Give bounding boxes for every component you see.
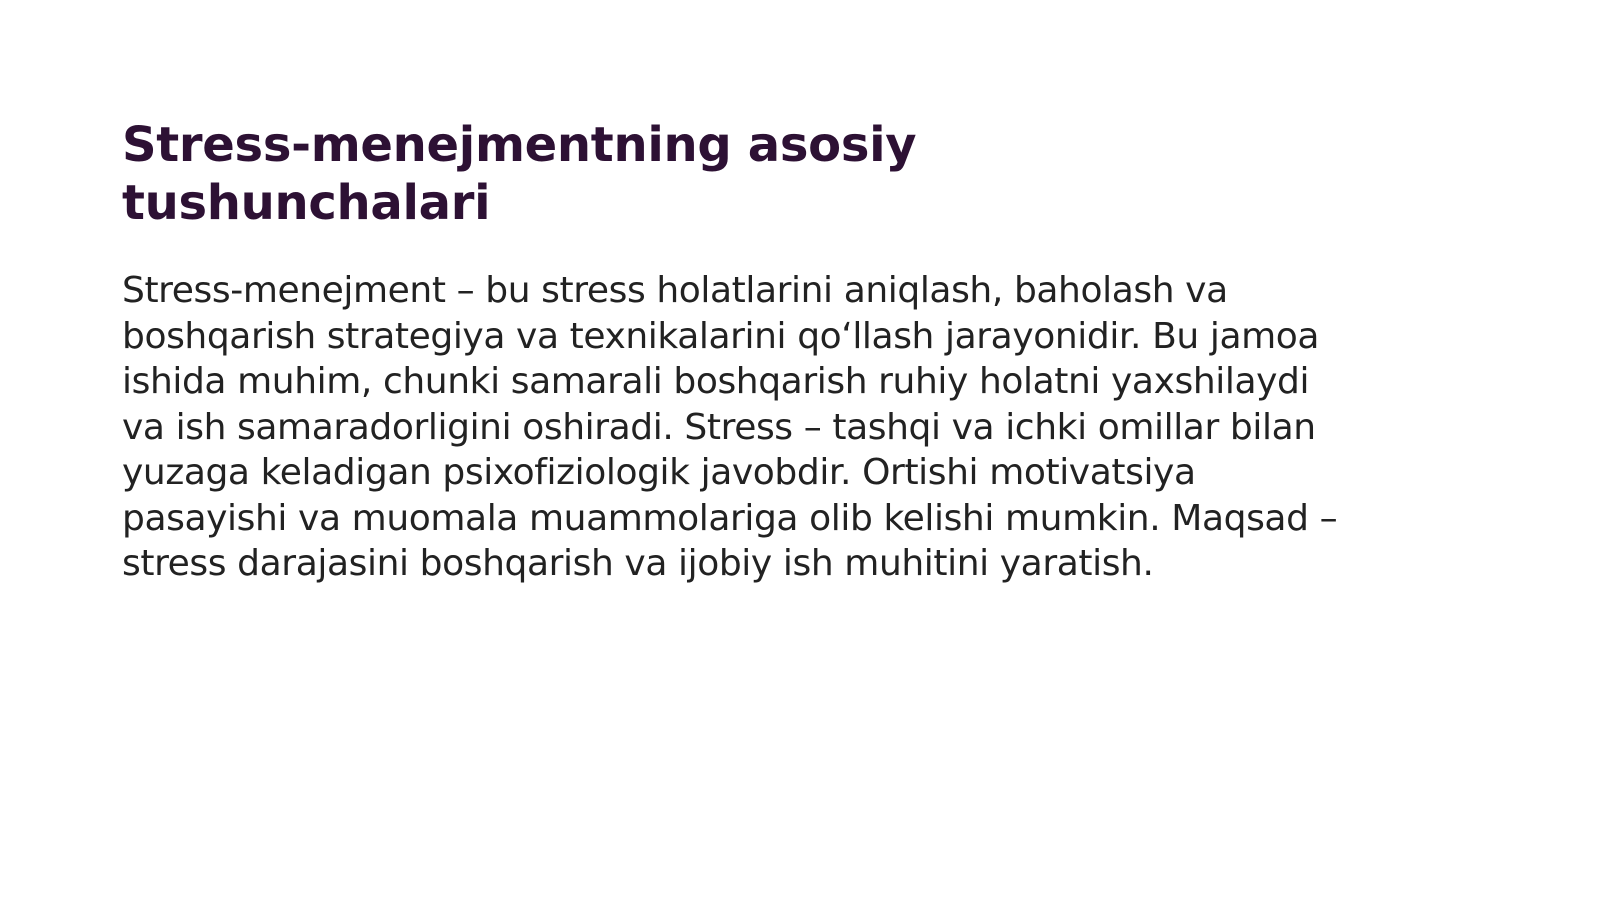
slide-content (122, 116, 1382, 587)
slide-body-text: Stress-menejment – bu stress holatlarini aniqlash, baholash va boshqarish strategiya va texnikalarini qo‘llash jarayonidir. Bu jamoa ishida muhim, chunki samarali boshqarish ruhiy holatni yaxshilaydi va ish samaradorligini oshiradi. Stress – tashqi va ichki omillar bilan yuzaga keladigan psixofiziologik javobdir. Ortishi motivatsiya pasayishi va muomala muammolariga olib kelishi mumkin. Maqsad – stress darajasini boshqarish va ijobiy ish muhitini yaratish. (122, 270, 1338, 584)
slide-title: Stress-menejmentning asosiy tushunchalari (122, 117, 917, 231)
